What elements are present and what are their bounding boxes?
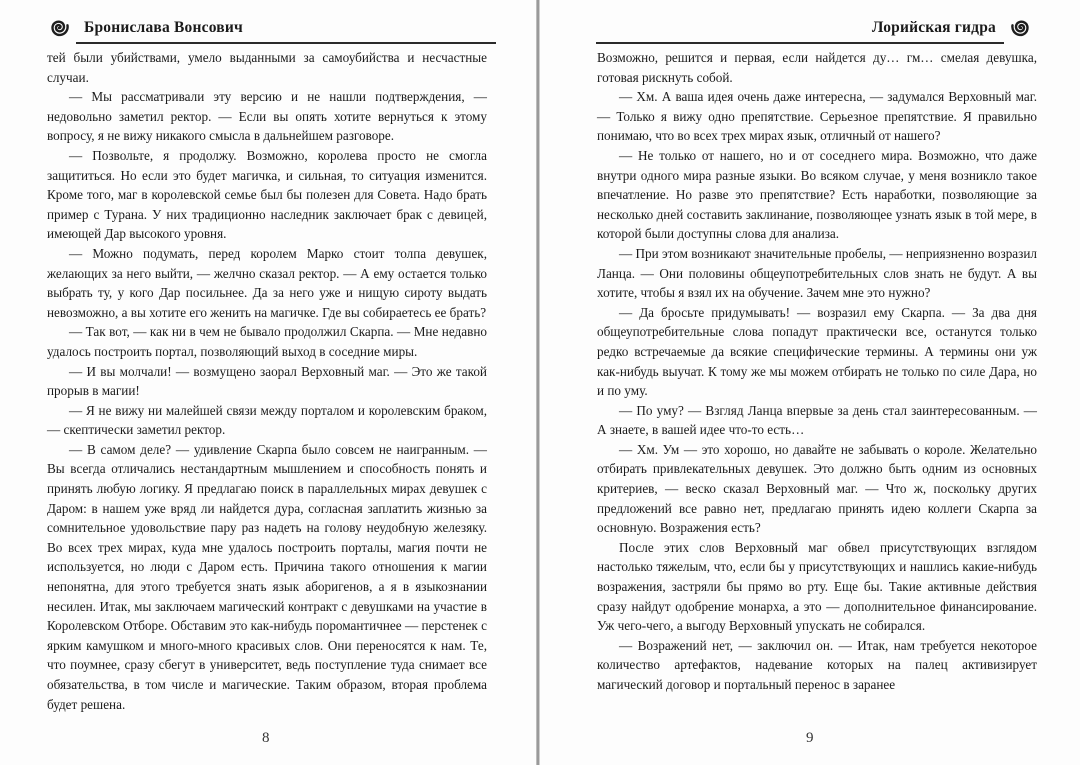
spiral-ornament-icon: [1008, 15, 1034, 41]
page-number: 8: [262, 730, 270, 746]
running-header-author: Брониcлава Вонсович: [84, 19, 243, 36]
right-page: [539, 0, 1080, 765]
running-header-book-title: Лорийская гидра: [871, 19, 996, 36]
paragraph: — Да бросьте придумывать! — возразил ему Скарпа. — За два дня общеупотребительные слова попадут практически все, останутся только редко встречаемые да всякие специфические термины. А термины они уж как-нибудь выучат. К тому же мы можем отбирать не только по силе Дара, но и по уму.: [597, 304, 1037, 399]
paragraph: — Возражений нет, — заключил он. — Итак, нам требуется некоторое количество артефактов, надевание которых на палец активизирует магический договор и портальный перенос в заранее: [597, 637, 1037, 692]
paragraph: — Хм. А ваша идея очень даже интересна, — задумался Верховный маг. — Только я вижу одно препятствие. Серьезное препятствие. Я правильно понимаю, что во всех трех мирах язык, отличный от нашего?: [597, 89, 1037, 144]
left-page: [0, 0, 537, 765]
spiral-ornament-icon: [46, 15, 72, 41]
right-running-header: [596, 14, 1034, 42]
paragraph: Возможно, решится и первая, если найдется ду… гм… смелая девушка, готовая рискнуть собой.: [597, 50, 1037, 85]
page-number: 9: [806, 730, 814, 746]
paragraph: — В самом деле? — удивление Скарпа было совсем не наигранным. — Вы всегда отличались нестандартным мышлением и способность понять и принять любую логику. Я предлагаю поиск в параллельных мирах девушек с Даром: в нашем уже вряд ли найдется дура, согласная заплатить жизнью за сомнительное удовольствие пару раз надеть на голову неудобную железяку. Во всех трех мирах, куда мне удалось построить порталы, магия почти не используется, но люди с Даром есть. Причина такого отношения к магии непонятна, для этого требуется знать язык аборигенов, а я в языкознании несилен. Итак, мы заключаем магический контракт с девушками на участие в Королевском Отборе. Обставим это как-нибудь поромантичнее — перстенек с ярким камушком и много-много красивых слов. Они переносятся к нам. Те, что поумнее, сразу сбегут в университет, ведь поступление туда снимает все обязательства, в том числе и магические. Таким образом, вторая проблема будет решена.: [47, 441, 487, 712]
paragraph: — Мы рассматривали эту версию и не нашли подтверждения, — недовольно заметил ректор. — Если вы опять хотите вернуться к этому вопросу, я не вижу никакого смысла в дальнейшем разговоре.: [47, 89, 487, 144]
paragraph: — Не только от нашего, но и от соседнего мира. Возможно, что даже внутри одного мира разные языки. Во всяком случае, у меня возникло такое впечатление. Но разве это препятствие? Есть наработки, позволяющие за несколько дней составить заклинание, позволяющее узнать язык в той мере, в которой были доступны слова для анализа.: [597, 147, 1037, 242]
paragraph: — При этом возникают значительные пробелы, — неприязненно возразил Ланца. — Они половины общеупотребительных слов знать не будут. А вы хотите, чтобы я взял их на обучение. Зачем мне это нужно?: [597, 245, 1037, 301]
paragraph: — Я не вижу ни малейшей связи между порталом и королевским браком, — скептически заметил ректор.: [47, 402, 487, 438]
paragraph: — И вы молчали! — возмущено заорал Верховный маг. — Это же такой прорыв в магии!: [47, 363, 487, 399]
left-running-header: [46, 14, 496, 42]
header-rule: [76, 42, 496, 44]
header-rule: [596, 42, 1004, 44]
paragraph: После этих слов Верховный маг обвел присутствующих взглядом настолько тяжелым, что, если бы у присутствующих и нашлись какие-нибудь возражения, застряли бы прямо во рту. Еще бы. Такие активные действия сразу найдут одобрение монарха, а это — дополнительное финансирование. Уж чего-чего, а выгоду Верховный упускать не собирался.: [597, 539, 1037, 634]
paragraph: — По уму? — Взгляд Ланца впервые за день стал заинтересованным. — А знаете, в вашей идее что-то есть…: [597, 402, 1037, 438]
paragraph: — Хм. Ум — это хорошо, но давайте не забывать о короле. Желательно отбирать привлекательных девушек. Это должно быть одним из основных критериев, — веско сказал Верховный маг. — Что ж, поскольку других предложений все равно нет, предлагаю принять идею коллеги Скарпа за основную. Возражения есть?: [597, 441, 1037, 536]
paragraph: — Позвольте, я продолжу. Возможно, королева просто не смогла защититься. Но если это будет магичка, и сильная, то ситуация изменится. Кроме того, маг в королевской семье был бы полезен для Совета. Надо брать пример с Турана. У них традиционно наследник заключает брак с девицей, имеющей Дар высокого уровня.: [47, 147, 487, 242]
paragraph: — Можно подумать, перед королем Марко стоит толпа девушек, желающих за него выйти, — желчно сказал ректор. — А ему остается только выбрать ту, у кого Дар посильнее. Да за него уже и нищую сироту выдать невозможно, а вы хотите его женить на магичке. Где вы собираетесь ее брать?: [47, 245, 487, 320]
right-page-body: [597, 48, 1037, 695]
paragraph: — Так вот, — как ни в чем не бывало продолжил Скарпа. — Мне недавно удалось построить портал, позволяющий выход в соседние миры.: [47, 324, 487, 359]
left-page-body: [47, 48, 487, 714]
paragraph: тей были убийствами, умело выданными за самоубийства и несчастные случаи.: [47, 50, 487, 85]
